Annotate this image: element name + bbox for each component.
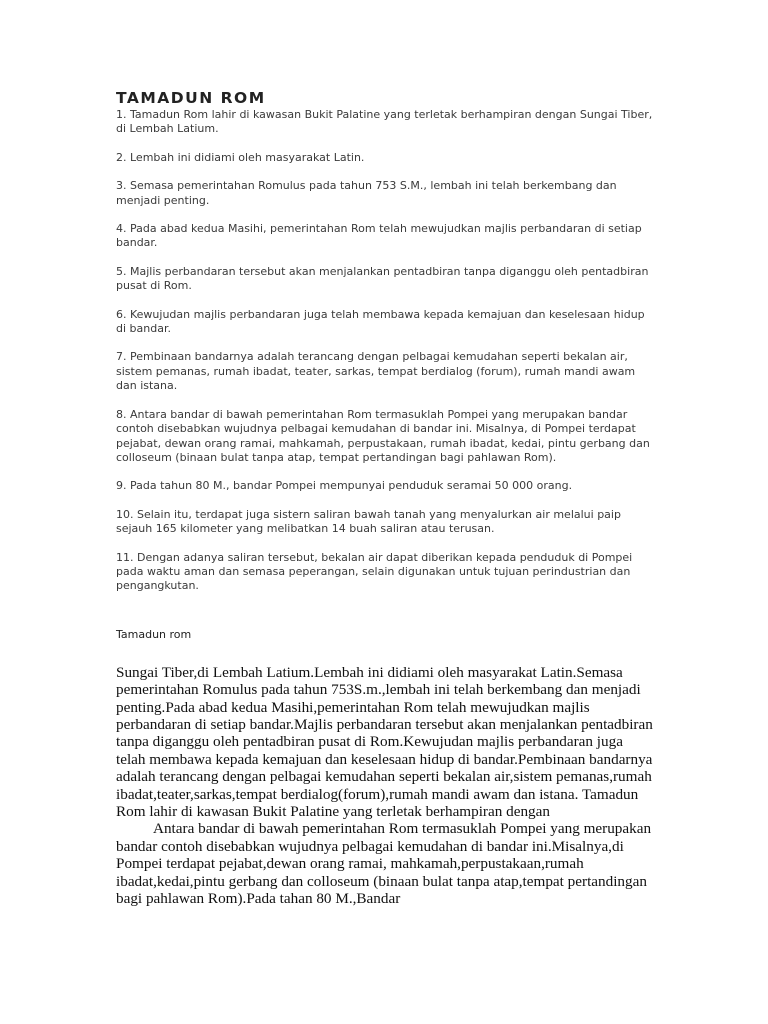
essay-paragraph-2: Antara bandar di bawah pemerintahan Rom termasuklah Pompei yang merupakan bandar contoh disebabkan wujudnya pelbagai kemudahan di bandar ini.Misalnya,di Pompei terdapat pejabat,dewan orang ramai, mahkamah,perpustakaan,rumah ibadat,kedai,pintu gerbang dan colloseum (binaan bulat tanpa atap,tempat pertandingan bagi pahlawan Rom).Pada tahan 80 M.,Bandar [116,820,652,908]
essay-body [116,664,656,908]
document-content [116,88,656,907]
point-6: 6. Kewujudan majlis perbandaran juga telah membawa kepada kemajuan dan keselesaan hidup di bandar. [116,307,645,336]
point-10: 10. Selain itu, terdapat juga sistern saliran bawah tanah yang menyalurkan air melalui paip sejauh 165 kilometer yang melibatkan 14 buah saliran atau terusan. [116,507,621,536]
point-9: 9. Pada tahun 80 M., bandar Pompei mempunyai penduduk seramai 50 000 orang. [116,479,573,493]
point-7: 7. Pembinaan bandarnya adalah terancang dengan pelbagai kemudahan seperti bekalan air, sistem pemanas, rumah ibadat, teater, sarkas, tempat berdialog (forum), rumah mandi awam dan istana. [116,350,636,393]
point-1: 1. Tamadun Rom lahir di kawasan Bukit Palatine yang terletak berhampiran dengan Sungai Tiber, di Lembah Latium. [116,108,653,136]
numbered-points [116,108,656,594]
point-8: 8. Antara bandar di bawah pemerintahan Rom termasuklah Pompei yang merupakan bandar contoh disebabkan wujudnya pelbagai kemudahan di bandar ini. Misalnya, di Pompei terdapat pejabat, dewan orang ramai, mahkamah, perpustakaan, rumah ibadat, kedai, pintu gerbang dan colloseum (binaan bulat tanpa atap, tempat pertandingan bagi pahlawan Rom). [116,407,650,464]
point-2: 2. Lembah ini didiami oleh masyarakat Latin. [116,150,365,164]
point-3: 3. Semasa pemerintahan Romulus pada tahun 753 S.M., lembah ini telah berkembang dan menjadi penting. [116,179,617,207]
essay-paragraph-1: Sungai Tiber,di Lembah Latium.Lembah ini didiami oleh masyarakat Latin.Semasa pemerintahan Romulus pada tahun 753S.m.,lembah ini telah berkembang dan menjadi penting.Pada abad kedua Masihi,pemerintahan Rom telah mewujudkan majlis perbandaran di setiap bandar.Majlis perbandaran tersebut akan menjalankan pentadbiran tanpa diganggu oleh pentadbiran pusat di Rom.Kewujudan majlis perbandaran juga telah membawa kepada kemajuan dan keselesaan hidup di bandar.Pembinaan bandarnya adalah terancang dengan pelbagai kemudahan seperti bekalan air,sistem pemanas,rumah ibadat,teater,sarkas,tempat berdialog(forum),rumah mandi awam dan istana. Tamadun Rom lahir di kawasan Bukit Palatine yang terletak berhampiran dengan [116,663,653,820]
point-11: 11. Dengan adanya saliran tersebut, bekalan air dapat diberikan kepada penduduk di Pompei pada waktu aman dan semasa peperangan, selain digunakan untuk tujuan perindustrian dan pengangkutan. [116,550,633,593]
section-subheading: Tamadun rom [116,627,192,641]
point-4: 4. Pada abad kedua Masihi, pemerintahan Rom telah mewujudkan majlis perbandaran di setiap bandar. [116,222,642,250]
point-5: 5. Majlis perbandaran tersebut akan menjalankan pentadbiran tanpa diganggu oleh pentadbiran pusat di Rom. [116,264,649,293]
document-title: TAMADUN ROM [116,89,266,107]
